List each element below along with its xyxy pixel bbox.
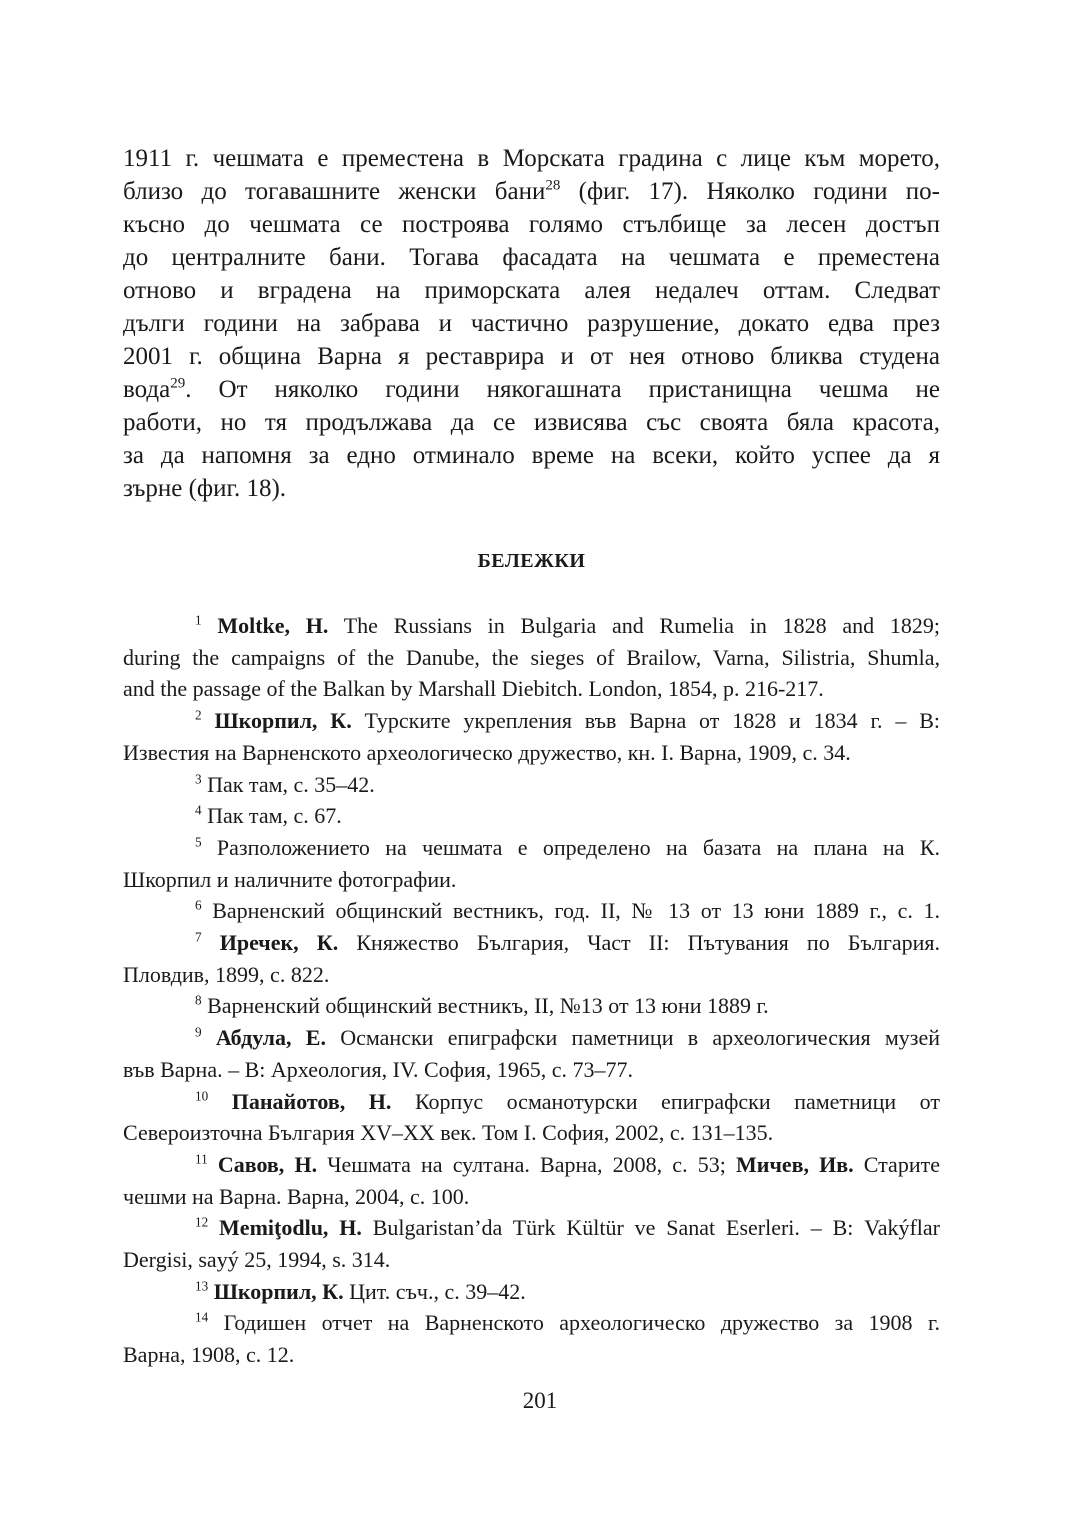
footnote-ref[interactable]: 28	[545, 177, 561, 194]
footnote-number: 12	[195, 1215, 209, 1231]
footnote-14: $^{14}$ Годишен отчет на Варненското археологическо дружество за 1908 г. Варна, 1908, с. 12.	[123, 1307, 940, 1370]
text-line: зърне (фиг. 18).	[123, 475, 287, 502]
notes-heading: БЕЛЕЖКИ	[477, 550, 586, 572]
footnote-8: $^8$ Варненский общинский вестникъ, II, №13 от 13 юни 1889 г.	[195, 993, 769, 1019]
footnote-9: $^9$ Абдула, Е. Османски епиграфски паметници в археологическия музей във Варна. – В: Археология, IV. София, 1965, с. 73–77.	[123, 1022, 940, 1085]
footnote-author: Memiţodlu, H.	[219, 1215, 362, 1241]
body-paragraph	[123, 142, 940, 505]
text-line: до централните бани. Тогава фасадата на чешмата е преместена	[123, 244, 940, 271]
footnote-line: Шкорпил и наличните фотографии.	[123, 866, 457, 892]
footnote-5: $^5$ Разположението на чешмата е определено на базата на плана на К. Шкорпил и наличните фотографии.	[123, 832, 940, 895]
text-run: (фиг. 17). Няколко години по-	[560, 178, 940, 205]
text-run: близо до тогавашните женски бани	[123, 178, 546, 205]
text-run: . От няколко години някогашната пристанищна чешма не	[185, 376, 940, 403]
footnote-7: $^7$ Иречек, К. Княжество България, Част II: Пътувания по България. Пловдив, 1899, с. 822.	[123, 927, 940, 990]
footnote-line: чешми на Варна. Варна, 2004, с. 100.	[123, 1183, 470, 1209]
page-number: 201	[522, 1388, 558, 1413]
footnote-12: $^{12}$ Memiţodlu, H. Bulgaristan’da Türk Kültür ve Sanat Eserleri. – В: Vakýflar Dergisi, sayý 25, 1994, s. 314.	[123, 1212, 940, 1275]
footnote-10: $^{10}$ Панайотов, Н. Корпус османотурски епиграфски паметници от Североизточна България XV–XX век. Том I. София, 2002, с. 131–135.	[123, 1086, 940, 1149]
footnote-number: 13	[195, 1278, 209, 1294]
text-line: дълги години на забрава и частично разрушение, докато едва през	[123, 310, 940, 337]
footnotes-list	[123, 610, 940, 1371]
footnote-line: and the passage of the Balkan by Marshall Diebitch. London, 1854, p. 216-217.	[123, 676, 824, 702]
footnote-ref[interactable]: 29	[170, 375, 186, 392]
footnote-line: Варна, 1908, с. 12.	[123, 1342, 295, 1368]
footnote-line: Пловдив, 1899, с. 822.	[123, 961, 330, 987]
text-line: 2001 г. община Варна я реставрира и от нея отново бликва студена	[123, 343, 940, 370]
footnote-number: 2	[195, 707, 202, 723]
footnote-line: Dergisi, sayý 25, 1994, s. 314.	[123, 1247, 391, 1273]
footnote-author: Абдула, Е.	[215, 1025, 326, 1051]
footnote-number: 8	[195, 993, 202, 1009]
footnote-1: $^1$ Moltke, H. The Russians in Bulgaria and Rumelia in 1828 and 1829; during the campaigns of the Danube, the sieges of Brailow, Varna, Silistria, Shumla, and the passage of the Balkan by Marshall Diebitch. London, 1854, p. 216-217.	[123, 610, 940, 705]
footnote-author: Иречек, К.	[219, 930, 339, 956]
footnote-author: Шкорпил, К.	[213, 1278, 344, 1304]
footnote-13: $^{13}$ Шкорпил, К. Цит. съч., с. 39–42.	[195, 1278, 526, 1304]
footnote-author: Мичев, Ив.	[736, 1151, 854, 1177]
footnote-author: Шкорпил, К.	[214, 708, 352, 734]
footnote-6: $^6$ Варненский общинский вестникъ, год. II, № 13 от 13 юни 1889 г., с. 1.	[195, 898, 940, 924]
footnote-author: Moltke, H.	[217, 613, 329, 638]
footnote-number: 4	[195, 802, 202, 818]
footnote-number: 5	[195, 834, 202, 850]
text-line: 1911 г. чешмата е преместена в Морската градина с лице към морето,	[123, 145, 940, 172]
text-line: отново и вградена на приморската алея недалеч оттам. Следват	[123, 277, 940, 304]
text-run: вода	[123, 376, 171, 403]
footnote-3: $^3$ Пак там, с. 35–42.	[195, 771, 375, 797]
text-line: работи, но тя продължава да се извисява със своята бяла красота,	[123, 409, 940, 436]
footnote-number: 3	[195, 771, 202, 787]
footnote-number: 14	[195, 1310, 209, 1326]
text-line: за да напомня за едно отминало време на всеки, който успее да я	[123, 442, 940, 469]
text-line: късно до чешмата се построява голямо стълбище за лесен достъп	[123, 211, 940, 238]
footnote-author: Панайотов, Н.	[231, 1088, 392, 1114]
footnote-4: $^4$ Пак там, с. 67.	[195, 802, 342, 829]
footnote-line: during the campaigns of the Danube, the sieges of Brailow, Varna, Silistria, Shumla,	[123, 644, 940, 670]
footnote-number: 10	[195, 1088, 209, 1104]
footnote-number: 7	[195, 929, 202, 945]
footnote-number: 1	[195, 612, 202, 628]
footnote-line: във Варна. – В: Археология, IV. София, 1965, с. 73–77.	[123, 1056, 634, 1082]
footnote-line: Североизточна България XV–XX век. Том I. София, 2002, с. 131–135.	[123, 1120, 774, 1146]
footnote-author: Савов, Н.	[217, 1151, 318, 1177]
footnote-line: Известия на Варненското археологическо дружество, кн. I. Варна, 1909, с. 34.	[123, 739, 851, 765]
text-line	[123, 373, 940, 406]
footnote-11: $^{11}$ Савов, Н. Чешмата на султана. Варна, 2008, с. 53; Мичев, Ив. Старите чешми на Варна. Варна, 2004, с. 100.	[123, 1149, 940, 1212]
footnote-number: 11	[195, 1151, 208, 1167]
footnote-number: 9	[195, 1024, 202, 1040]
footnote-number: 6	[195, 898, 202, 913]
text-line	[123, 175, 940, 208]
footnote-2: $^2$ Шкорпил, К. Турските укрепления във Варна от 1828 и 1834 г. – В: Известия на Варненското археологическо дружество, кн. I. Варна, 1909, с. 34.	[123, 705, 940, 768]
